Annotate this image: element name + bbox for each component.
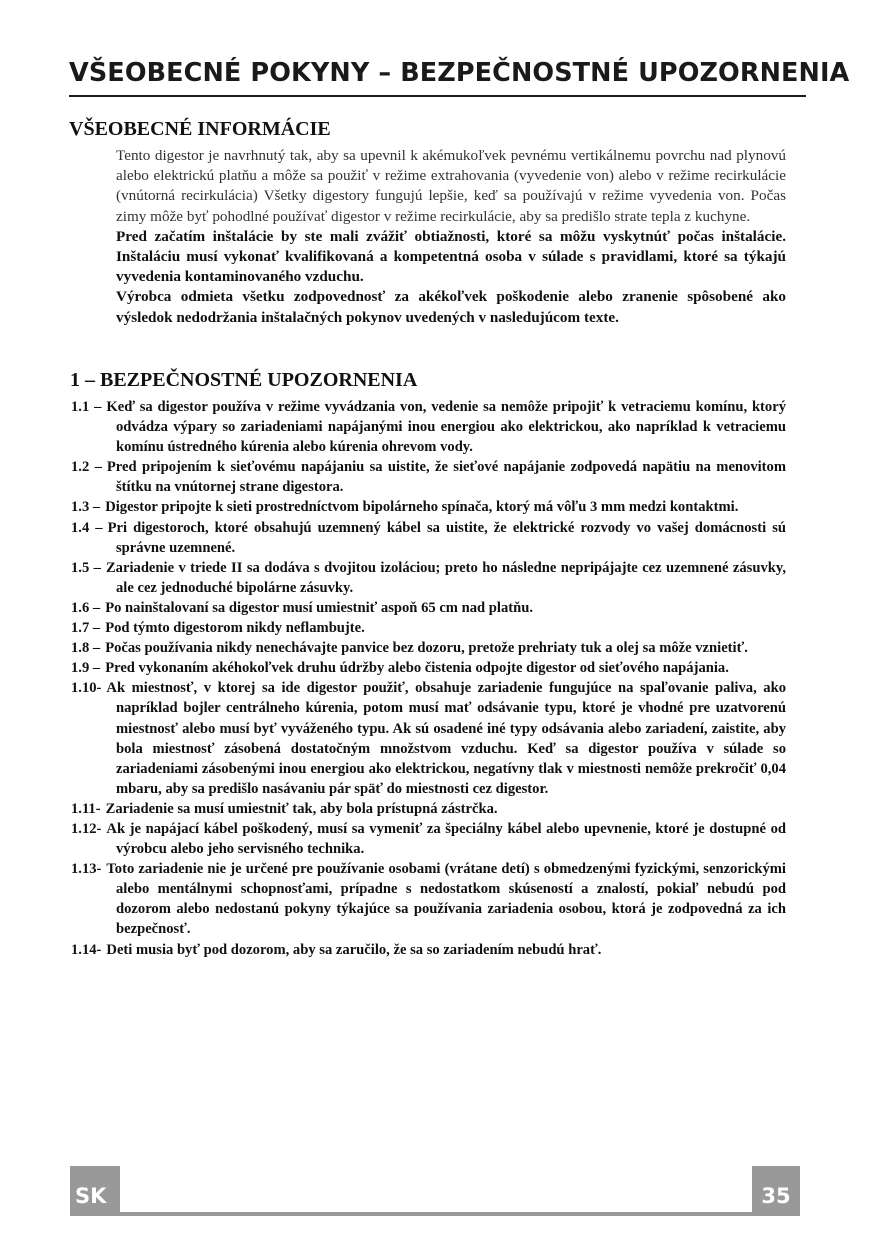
safety-item-text: Keď sa digestor používa v režime vyvádzania von, vedenie sa nemôže pripojiť k vetraciemu komínu, ktorý odvádza výpary so zariadeniami napájanými inou energiou ako elektrickou, ako napríklad k vetraciemu komínu ústredného kúrenia alebo kúrenia ohrevom vody.	[106, 399, 786, 456]
safety-item-number: 1.14-	[71, 941, 102, 958]
safety-item	[71, 457, 786, 497]
page-title: VŠEOBECNÉ POKYNY – BEZPEČNOSTNÉ UPOZORNENIA	[69, 58, 850, 88]
safety-item-text: Pri digestoroch, ktoré obsahujú uzemnený kábel sa uistite, že elektrické rozvody vo vašej domácnosti sú správne uzemnené.	[107, 519, 786, 556]
general-paragraph-2: Pred začatím inštalácie by ste mali zvážiť obtiažnosti, ktoré sa môžu vyskytnúť počas inštalácie. Inštaláciu musí vykonať kvalifikovaná a kompetentná osoba v súlade s pravidlami, ktoré sa týkajú vyvedenia kontaminovaného vzduchu.	[116, 227, 786, 286]
safety-item	[71, 859, 786, 939]
safety-item-number: 1.8 –	[71, 640, 101, 657]
safety-item	[71, 598, 786, 618]
safety-item-number: 1.7 –	[71, 620, 101, 637]
safety-item-text: Digestor pripojte k sieti prostredníctvom bipolárneho spínača, ktorý má vôľu 3 mm medzi kontaktmi.	[105, 499, 739, 516]
safety-item-text: Ak je napájací kábel poškodený, musí sa vymeniť za špeciálny kábel alebo upevnenie, ktoré je dostupné od výrobcu alebo jeho servisného technika.	[106, 820, 786, 858]
safety-item	[71, 638, 786, 658]
safety-item-number: 1.5 –	[71, 559, 101, 576]
safety-warnings-list	[71, 397, 786, 960]
safety-item	[71, 558, 786, 598]
safety-item-number: 1.6 –	[71, 599, 101, 616]
safety-item-text: Pred vykonaním akéhokoľvek druhu údržby alebo čistenia odpojte digestor od sieťového napájania.	[105, 660, 729, 677]
safety-item-text: Pred pripojením k sieťovému napájaniu sa uistite, že sieťové napájanie zodpovedá napätiu na menovitom štítku na vnútornej strane digestora.	[106, 459, 786, 496]
safety-item-text: Deti musia byť pod dozorom, aby sa zaručilo, že sa so zariadením nebudú hrať.	[106, 941, 602, 958]
safety-item-number: 1.1 –	[71, 399, 102, 415]
safety-item-text: Zariadenie v triede II sa dodáva s dvojitou izoláciou; preto ho následne nepripájajte cez uzemnené zásuvky, ale cez jednoduché bipolárne zásuvky.	[105, 559, 786, 596]
safety-item	[71, 518, 786, 558]
safety-item	[71, 618, 786, 638]
safety-item	[71, 397, 786, 457]
general-info-body	[116, 146, 786, 328]
safety-item	[71, 819, 786, 859]
safety-item	[71, 497, 786, 517]
safety-item-text: Počas používania nikdy nenechávajte panvice bez dozoru, pretože prehriaty tuk a olej sa môže vznietiť.	[105, 640, 748, 657]
safety-item-number: 1.10-	[71, 680, 102, 697]
general-paragraph-1: Tento digestor je navrhnutý tak, aby sa upevnil k akémukoľvek pevnému vertikálnemu povrchu nad plynovú alebo elektrickú platňu a môže sa použiť v režime extrahovania (vyvedenie von) alebo v režime recirkulácie (vnútorná recirkulácia) Všetky digestory fungujú lepšie, keď sa používajú v režime vyvedenia von. Počas zimy môže byť pohodlné používať digestor v režime recirkulácie, aby sa predišlo strate tepla z kuchyne.	[116, 147, 786, 225]
footer-divider	[120, 1212, 752, 1216]
general-paragraph-3: Výrobca odmieta všetku zodpovednosť za akékoľvek poškodenie alebo zranenie spôsobené ako výsledok nedodržania inštalačných pokynov uvedených v nasledujúcom texte.	[116, 288, 786, 326]
safety-item	[71, 940, 786, 960]
language-badge: SK	[70, 1166, 120, 1216]
safety-item-number: 1.3 –	[71, 499, 101, 516]
safety-item-text: Toto zariadenie nie je určené pre používanie osobami (vrátane detí) s obmedzenými fyzickými, senzorickými alebo mentálnymi schopnosťami, prípadne s nedostatkom skúseností a znalostí, pokiaľ nebudú pod dozorom alebo nedostanú pokyny týkajúce sa používania zariadenia osobou, ktorá je zodpovedná za ich bezpečnosť.	[106, 861, 786, 938]
safety-item	[71, 658, 786, 678]
general-info-heading: VŠEOBECNÉ INFORMÁCIE	[69, 118, 331, 140]
safety-item-number: 1.12-	[71, 820, 102, 837]
page-number: 35	[752, 1166, 800, 1216]
safety-item-number: 1.13-	[71, 861, 102, 878]
safety-item-text: Po nainštalovaní sa digestor musí umiestniť aspoň 65 cm nad platňu.	[105, 599, 533, 616]
title-underline	[69, 95, 806, 97]
safety-item-text: Pod týmto digestorom nikdy neflambujte.	[105, 620, 365, 637]
safety-item-number: 1.11-	[71, 800, 101, 817]
safety-item-text: Ak miestnosť, v ktorej sa ide digestor použiť, obsahuje zariadenie fungujúce na spaľovanie paliva, ako napríklad bojler centrálneho kúrenia, potom musí mať odsávanie typu, ktoré je vhodné pre uzatvorenú miestnosť alebo musí byť vyváženého typu. Ak sú osadené iné typy odsávania alebo zariadení, zaistite, aby bola miestnosť zásobená dostatočným množstvom vzduchu. Keď sa digestor používa v súlade so zariadeniami zásobenými inou energiou ako elektrickou, negatívny tlak v miestnosti nemôže prekročiť 0,04 mbaru, aby sa predišlo nasávaniu pár späť do miestnosti cez digestor.	[106, 680, 786, 797]
safety-item-number: 1.2 –	[71, 459, 102, 476]
safety-item-number: 1.4 –	[71, 519, 103, 536]
safety-item-number: 1.9 –	[71, 660, 101, 677]
safety-item	[71, 799, 786, 819]
safety-warnings-heading: 1 – BEZPEČNOSTNÉ UPOZORNENIA	[70, 369, 418, 391]
safety-item	[71, 678, 786, 799]
safety-item-text: Zariadenie sa musí umiestniť tak, aby bola prístupná zástrčka.	[105, 800, 498, 817]
